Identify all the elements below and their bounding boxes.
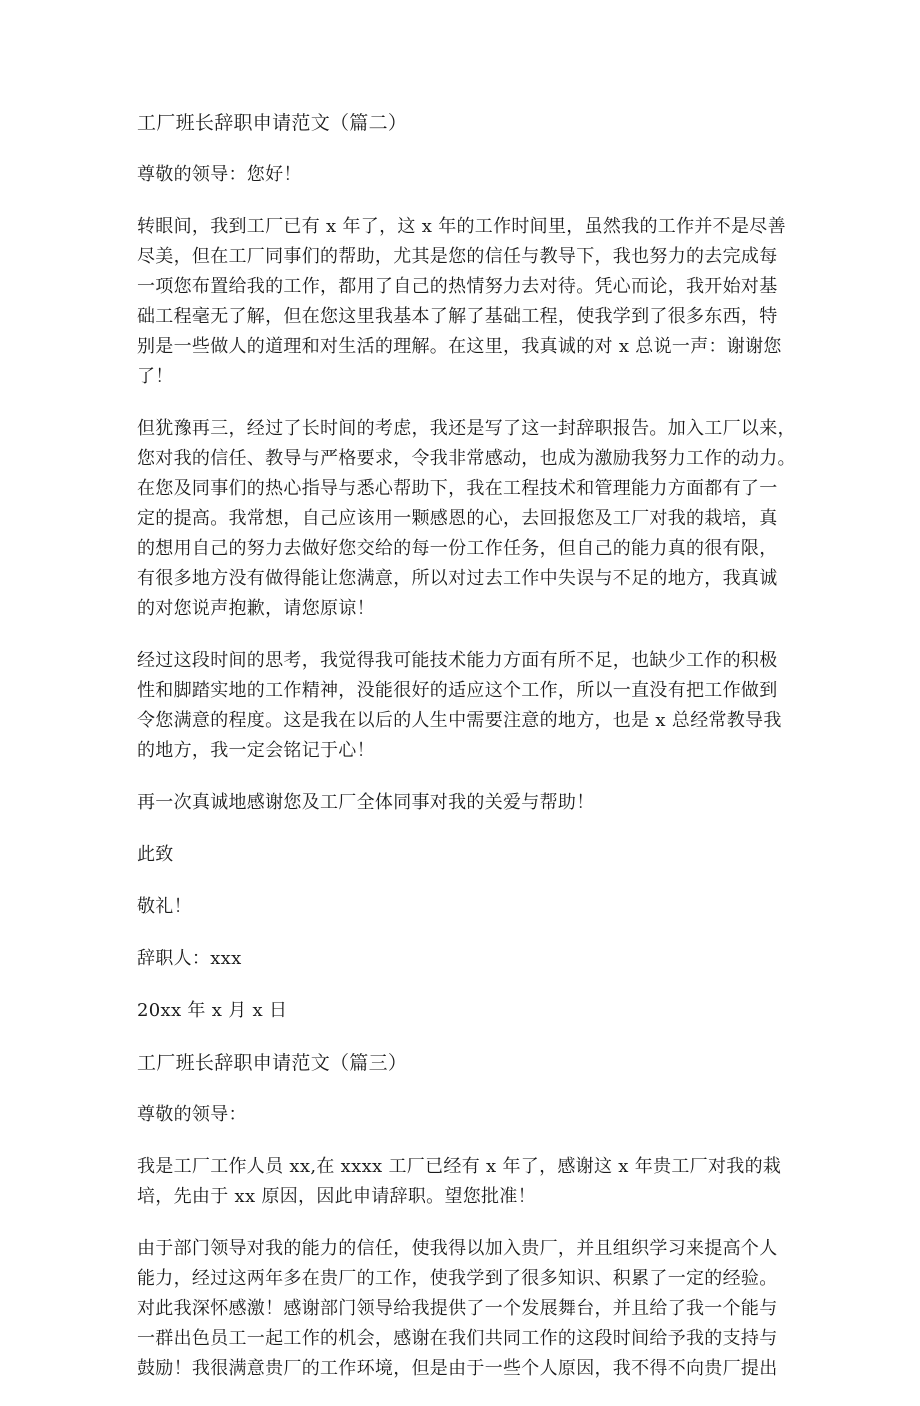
text-line: 别是一些做人的道理和对生活的理解。在这里，我真诚的对 x 总说一声：谢谢您 <box>137 336 782 357</box>
text-line: 转眼间，我到工厂已有 x 年了，这 x 年的工作时间里，虽然我的工作并不是尽善 <box>137 216 786 237</box>
text-line: 一群出色员工一起工作的机会，感谢在我们共同工作的这段时间给予我的支持与 <box>137 1328 778 1349</box>
text-line: 由于部门领导对我的能力的信任，使我得以加入贵厂，并且组织学习来提高个人 <box>137 1238 778 1259</box>
text-line: 一项您布置给我的工作，都用了自己的热情努力去对待。凭心而论，我开始对基 <box>137 276 778 297</box>
section3-greeting: 尊敬的领导： <box>137 1104 247 1125</box>
text-line: 础工程毫无了解，但在您这里我基本了解了基础工程，使我学到了很多东西，特 <box>137 306 778 327</box>
section2-date: 20xx 年 x 月 x 日 <box>137 1000 288 1021</box>
text-line: 我是工厂工作人员 xx,在 xxxx 工厂已经有 x 年了，感谢这 x 年贵工厂对我的栽 <box>137 1156 782 1177</box>
text-line: 令您满意的程度。这是我在以后的人生中需要注意的地方，也是 x 总经常教导我 <box>137 710 782 731</box>
text-line: 但犹豫再三，经过了长时间的考虑，我还是写了这一封辞职报告。加入工厂以来， <box>137 418 796 439</box>
text-line: 经过这段时间的思考，我觉得我可能技术能力方面有所不足，也缺少工作的积极 <box>137 650 778 671</box>
section3-title: 工厂班长辞职申请范文（篇三） <box>137 1052 408 1074</box>
text-line: 定的提高。我常想，自己应该用一颗感恩的心，去回报您及工厂对我的栽培，真 <box>137 508 778 529</box>
section2-thanks: 再一次真诚地感谢您及工厂全体同事对我的关爱与帮助！ <box>137 792 595 813</box>
text-line: 鼓励！我很满意贵厂的工作环境，但是由于一些个人原因，我不得不向贵厂提出 <box>137 1358 778 1379</box>
text-line: 的地方，我一定会铭记于心！ <box>137 740 375 761</box>
text-line: 性和脚踏实地的工作精神，没能很好的适应这个工作，所以一直没有把工作做到 <box>137 680 778 701</box>
section3-paragraph-2 <box>137 1234 797 1384</box>
document-body <box>137 108 797 1406</box>
text-line: 能力，经过这两年多在贵厂的工作，使我学到了很多知识、积累了一定的经验。 <box>137 1268 778 1289</box>
section2-paragraph-3 <box>137 646 797 766</box>
text-line: 的想用自己的努力去做好您交给的每一份工作任务，但自己的能力真的很有限， <box>137 538 778 559</box>
section2-closing-salutation: 此致 <box>137 844 174 865</box>
section2-greeting: 尊敬的领导：您好！ <box>137 164 302 185</box>
text-line: 培，先由于 xx 原因，因此申请辞职。望您批准！ <box>137 1186 536 1207</box>
text-line: 尽美，但在工厂同事们的帮助，尤其是您的信任与教导下，我也努力的去完成每 <box>137 246 778 267</box>
text-line: 对此我深怀感激！感谢部门领导给我提供了一个发展舞台，并且给了我一个能与 <box>137 1298 778 1319</box>
section2-paragraph-1 <box>137 212 797 392</box>
text-line: 有很多地方没有做得能让您满意，所以对过去工作中失误与不足的地方，我真诚 <box>137 568 778 589</box>
text-line: 您对我的信任、教导与严格要求，令我非常感动，也成为激励我努力工作的动力。 <box>137 448 796 469</box>
text-line: 的对您说声抱歉，请您原谅！ <box>137 598 375 619</box>
section3-paragraph-1 <box>137 1152 797 1212</box>
section2-closing-regards: 敬礼！ <box>137 896 192 917</box>
section2-paragraph-2 <box>137 414 797 624</box>
section2-signer: 辞职人：xxx <box>137 948 242 969</box>
section2-title: 工厂班长辞职申请范文（篇二） <box>137 112 408 134</box>
text-line: 了！ <box>137 366 174 387</box>
text-line: 在您及同事们的热心指导与悉心帮助下，我在工程技术和管理能力方面都有了一 <box>137 478 778 499</box>
